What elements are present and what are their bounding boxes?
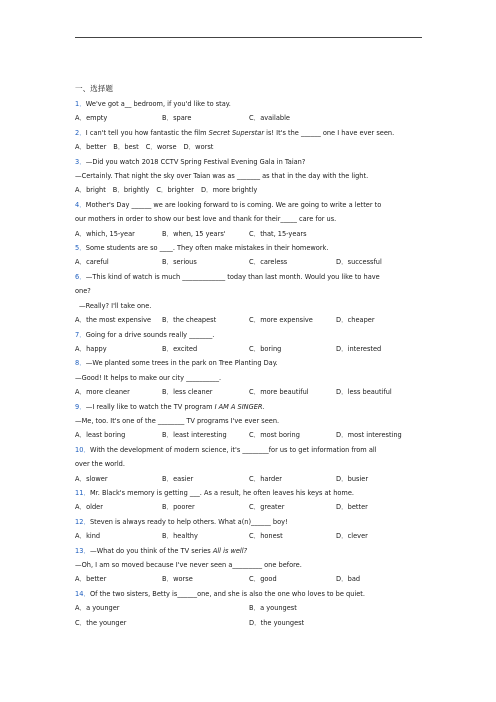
question-3: 3．—Did you watch 2018 CCTV Spring Festival Evening Gala in Taian? bbox=[75, 157, 306, 166]
option[interactable]: D．more brightly bbox=[200, 186, 258, 195]
option[interactable]: D．bad bbox=[336, 575, 361, 584]
option[interactable]: D．less beautiful bbox=[336, 388, 392, 397]
option[interactable]: B．best bbox=[113, 143, 139, 152]
option[interactable]: B．less cleaner bbox=[162, 388, 213, 397]
option[interactable]: A．kind bbox=[75, 532, 101, 541]
question-4-line-2: our mothers in order to show our best love and thank for their_____ care for us. bbox=[75, 215, 337, 224]
options-14-row-1 bbox=[75, 601, 425, 615]
option[interactable]: A．better bbox=[75, 575, 107, 584]
option[interactable]: C．the younger bbox=[75, 618, 127, 627]
question-12: 12．Steven is always ready to help others. What a(n)______ boy! bbox=[75, 517, 288, 526]
option[interactable]: B．brightly bbox=[112, 186, 150, 195]
option[interactable]: B．least interesting bbox=[162, 431, 227, 440]
question-6-line-3: —Really? I'll take one. bbox=[79, 301, 152, 310]
question-9-line-2: —Me, too. It's one of the ________ TV programs I've ever seen. bbox=[75, 416, 280, 425]
question-3-line-2: —Certainly. That night the sky over Taian was as _______ as that in the day with the light. bbox=[75, 172, 369, 181]
option[interactable]: C．more beautiful bbox=[249, 388, 309, 397]
option[interactable]: B．a youngest bbox=[249, 604, 297, 613]
option[interactable]: D．better bbox=[336, 503, 368, 512]
option[interactable]: D．successful bbox=[336, 258, 382, 267]
option[interactable]: D．cheaper bbox=[336, 316, 375, 325]
options-5 bbox=[75, 255, 425, 269]
options-14-row-2 bbox=[75, 616, 425, 630]
option[interactable]: C．harder bbox=[249, 474, 282, 483]
option[interactable]: D．interested bbox=[336, 344, 382, 353]
question-10-line-2: over the world. bbox=[75, 460, 125, 469]
option[interactable]: B．healthy bbox=[162, 532, 198, 541]
options-9 bbox=[75, 428, 425, 442]
option[interactable]: A．which, 15-year bbox=[75, 229, 135, 238]
option[interactable]: C．available bbox=[249, 114, 290, 123]
option[interactable]: D．worst bbox=[183, 143, 214, 152]
option[interactable]: D．clever bbox=[336, 532, 368, 541]
question-9: 9．—I really like to watch the TV program I AM A SINGER. bbox=[75, 402, 265, 411]
option[interactable]: A．older bbox=[75, 503, 103, 512]
question-10: 10．With the development of modern science, it's ________for us to get information from all bbox=[75, 445, 377, 454]
question-11: 11．Mr. Black's memory is getting ___. As a result, he often leaves his keys at home. bbox=[75, 488, 355, 497]
option[interactable]: A．empty bbox=[75, 114, 108, 123]
question-6-line-2: one? bbox=[75, 287, 91, 296]
section-title: 一、选择题 bbox=[75, 84, 113, 93]
option[interactable]: C．most boring bbox=[249, 431, 300, 440]
options-10 bbox=[75, 472, 425, 486]
option[interactable]: C．more expensive bbox=[249, 316, 313, 325]
option[interactable]: A．bright bbox=[75, 186, 106, 195]
question-13-line-2: —Oh, I am so moved because I've never seen a_________ one before. bbox=[75, 561, 302, 569]
options-11 bbox=[75, 500, 425, 514]
question-2: 2．I can't tell you how fantastic the film Secret Superstar is! It's the ______ one I have ever seen. bbox=[75, 128, 395, 137]
option[interactable]: D．busier bbox=[336, 474, 369, 483]
option[interactable]: A．happy bbox=[75, 344, 107, 353]
option[interactable]: C．honest bbox=[249, 532, 283, 541]
question-5: 5．Some students are so ____. They often make mistakes in their homework. bbox=[75, 244, 329, 253]
option[interactable]: A．more cleaner bbox=[75, 388, 130, 397]
option[interactable]: A．the most expensive bbox=[75, 316, 152, 325]
document-body bbox=[75, 82, 425, 630]
question-8: 8．—We planted some trees in the park on Tree Planting Day. bbox=[75, 359, 278, 368]
options-13 bbox=[75, 572, 425, 586]
options-1 bbox=[75, 111, 425, 125]
option[interactable]: A．better bbox=[75, 143, 107, 152]
options-12 bbox=[75, 529, 425, 543]
option[interactable]: B．serious bbox=[162, 258, 197, 267]
question-13: 13．—What do you think of the TV series All is well? bbox=[75, 546, 248, 555]
question-8-line-2: —Good! It helps to make our city __________. bbox=[75, 373, 222, 382]
option[interactable]: C．good bbox=[249, 575, 277, 584]
option[interactable]: A．a younger bbox=[75, 604, 120, 613]
question-6: 6．—This kind of watch is much _____________ today than last month. Would you like to have bbox=[75, 272, 380, 281]
options-4 bbox=[75, 227, 425, 241]
option[interactable]: A．slower bbox=[75, 474, 108, 483]
option[interactable]: D．the youngest bbox=[249, 618, 305, 627]
option[interactable]: C．careless bbox=[249, 258, 288, 267]
option[interactable]: C．boring bbox=[249, 344, 282, 353]
options-6 bbox=[75, 313, 425, 327]
question-4: 4．Mother's Day ______ we are looking forward to is coming. We are going to write a letter to bbox=[75, 200, 382, 209]
option[interactable]: B．worse bbox=[162, 575, 193, 584]
option[interactable]: A．least boring bbox=[75, 431, 126, 440]
options-2 bbox=[75, 140, 425, 154]
option[interactable]: B．excited bbox=[162, 344, 198, 353]
option[interactable]: D．most interesting bbox=[336, 431, 402, 440]
header-rule bbox=[75, 37, 422, 38]
option[interactable]: C．greater bbox=[249, 503, 285, 512]
option[interactable]: B．spare bbox=[162, 114, 192, 123]
option[interactable]: B．poorer bbox=[162, 503, 195, 512]
option[interactable]: B．easier bbox=[162, 474, 194, 483]
option[interactable]: C．worse bbox=[145, 143, 177, 152]
options-3 bbox=[75, 183, 425, 197]
options-7 bbox=[75, 342, 425, 356]
options-8 bbox=[75, 385, 425, 399]
option[interactable]: C．that, 15-years bbox=[249, 229, 307, 238]
question-14: 14．Of the two sisters, Betty is______one, and she is also the one who loves to be quiet. bbox=[75, 589, 365, 598]
option[interactable]: B．the cheapest bbox=[162, 316, 217, 325]
question-1: 1．We've got a__ bedroom, if you'd like to stay. bbox=[75, 100, 231, 108]
option[interactable]: B．when, 15 years' bbox=[162, 229, 226, 238]
option[interactable]: A．careful bbox=[75, 258, 109, 267]
question-7: 7．Going for a drive sounds really _______. bbox=[75, 330, 215, 339]
option[interactable]: C．brighter bbox=[156, 186, 194, 195]
